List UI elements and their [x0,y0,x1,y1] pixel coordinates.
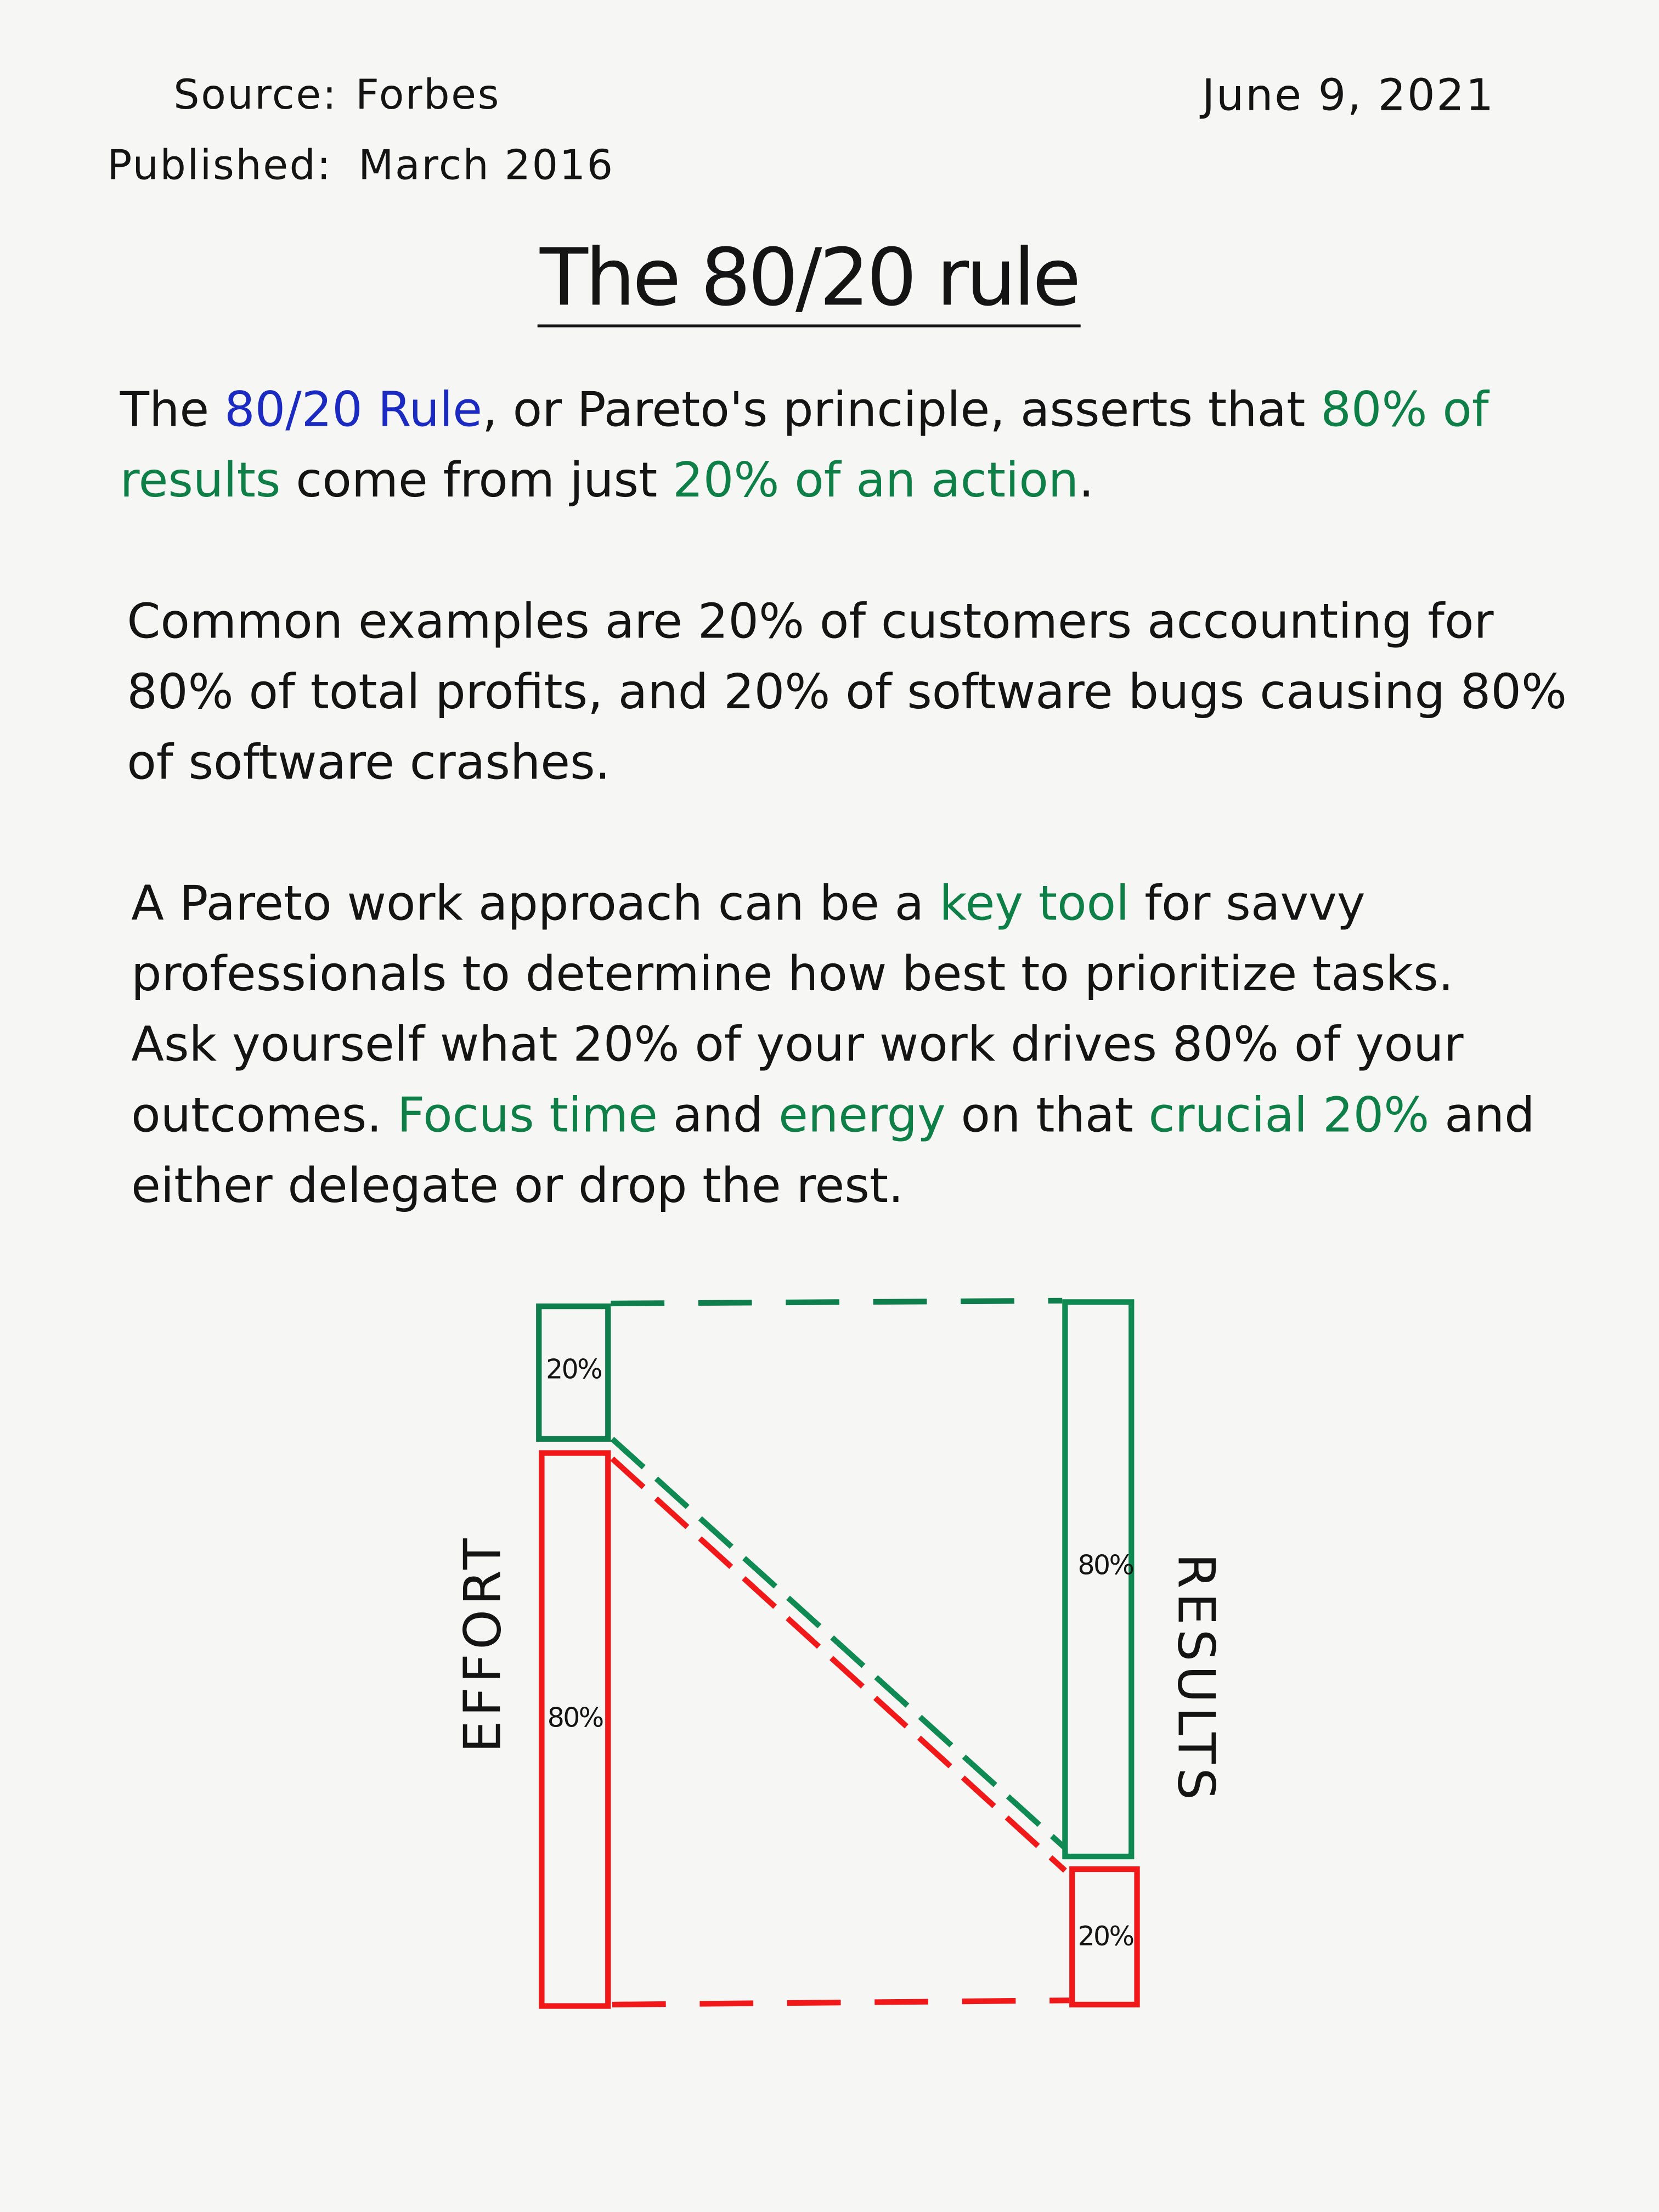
highlight: 80% of [1321,382,1489,439]
text-line: professionals to determine how best to prioritize tasks. [131,946,1454,1003]
text: The [120,382,224,439]
text: A Pareto work approach can be a [131,876,940,933]
date: June 9, 2021 [1201,70,1495,122]
effort-axis-label: EFFORT [455,1534,513,1753]
bottom-dashed-line [612,2000,1069,2005]
text: and [1429,1087,1535,1144]
published-label: Published: [107,141,332,189]
text: outcomes. [131,1087,397,1144]
source-value: Forbes [355,70,501,119]
highlight: 20% of an action [673,453,1079,510]
page-title: The 80/20 rule [539,233,1079,325]
highlight: energy [778,1087,946,1144]
text: come from just [280,453,673,510]
text-line: of software crashes. [127,735,611,792]
highlight-80-20-rule: 80/20 Rule [224,382,483,439]
published-value: March 2016 [358,141,614,189]
text-line: 80% of total profits, and 20% of software bugs causing 80% [127,664,1567,721]
highlight: crucial 20% [1148,1087,1430,1144]
text: on that [945,1087,1149,1144]
text: and [657,1087,779,1144]
red-diagonal-dashed-line [612,1459,1065,1871]
text-line: either delegate or drop the rest. [131,1158,904,1215]
effort-20-label: 20% [546,1354,602,1386]
results-axis-label: RESULTS [1166,1553,1224,1804]
text: for savvy [1129,876,1365,933]
source-label: Source: [173,70,338,119]
highlight: key tool [939,876,1130,933]
results-20-label: 20% [1077,1921,1133,1953]
green-diagonal-dashed-line [612,1439,1065,1848]
results-80-label: 80% [1077,1550,1133,1582]
text-line: Ask yourself what 20% of your work drives 80% of your [131,1017,1464,1074]
highlight: Focus time [397,1087,658,1144]
top-dashed-line [611,1301,1062,1304]
text: . [1079,453,1094,510]
text: , or Pareto's principle, asserts that [482,382,1321,439]
effort-80-label: 80% [547,1702,603,1734]
highlight: results [120,453,281,510]
text-line: Common examples are 20% of customers accounting for [127,594,1494,651]
